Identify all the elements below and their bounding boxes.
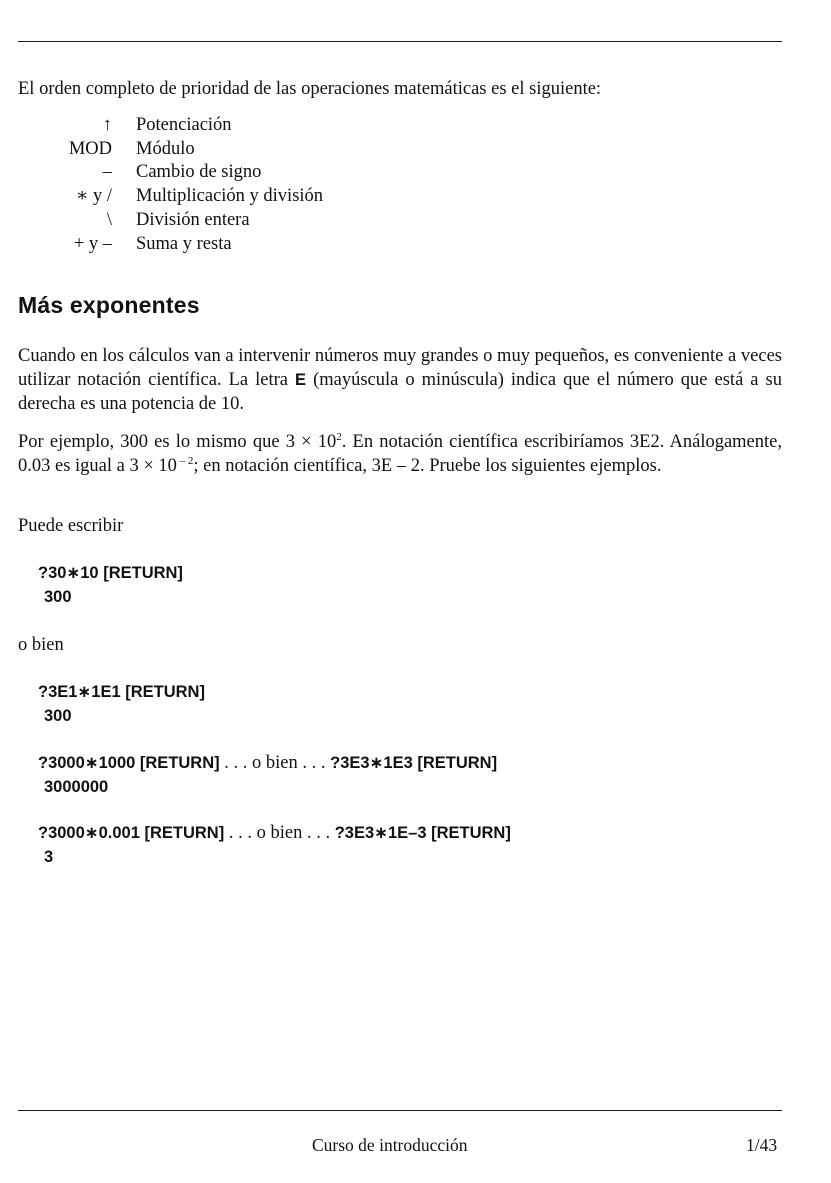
operator-symbol: ↑ [102,115,112,135]
code-input: ?3000∗1000 [RETURN] [38,754,220,772]
operator-description: Módulo [136,139,195,159]
letter-e: E [295,371,307,389]
section-heading: Más exponentes [18,292,200,318]
exponent: – 2 [176,455,194,467]
operator-description: Cambio de signo [136,162,262,182]
page-number: 1/43 [746,1135,778,1155]
operator-description: Potenciación [136,115,232,135]
code-output: 3000000 [44,778,109,796]
code-output: 300 [44,707,72,725]
paragraph-text: (mayúscula o minúscula) indica que el número que está a su derecha es una potencia de 10. [18,370,782,414]
exponent: 2 [336,431,342,443]
operator-description: División entera [136,210,250,230]
code-example-line [38,751,497,776]
paragraph-text: Cuando en los cálculos van a intervenir números muy grandes o muy pequeños, es conveniente a veces utilizar notación científica. La letra [18,346,782,390]
paragraph-scientific-notation [18,344,782,416]
code-input: ?30∗10 [RETURN] [38,564,183,582]
code-input-alt: ?3E3∗1E3 [RETURN] [330,754,498,772]
paragraph-text: Por ejemplo, 300 es lo mismo que 3 × 10 [18,432,337,452]
operator-symbol: \ [106,210,112,230]
connector-text: . . . o bien . . . [224,823,335,843]
operator-description: Multiplicación y división [136,186,324,206]
operator-symbol: – [102,162,112,182]
footer-title: Curso de introducción [312,1135,468,1155]
operator-symbol: MOD [68,139,112,159]
code-output: 3 [44,848,54,866]
operator-symbol: + y – [73,234,112,254]
code-input: ?3000∗0.001 [RETURN] [38,824,225,842]
paragraph-text: ; en notación científica, 3E – 2. Pruebe los siguientes ejemplos. [193,456,662,476]
top-rule [18,41,782,42]
paragraph-example [18,430,782,478]
code-output: 300 [44,588,72,606]
paragraph-text: . En notación científica escribiríamos 3E2. Análogamente, 0.03 es igual a 3 × 10 [18,432,782,476]
paragraph-puede-escribir: Puede escribir [18,516,124,536]
code-input-alt: ?3E3∗1E–3 [RETURN] [334,824,511,842]
code-example-line [38,821,511,846]
connector-text: . . . o bien . . . [219,753,331,773]
or-text: o bien [18,635,64,655]
operator-description: Suma y resta [136,234,232,254]
intro-text: El orden completo de prioridad de las operaciones matemáticas es el siguiente: [18,79,602,99]
bottom-rule [18,1110,782,1111]
operator-symbol: ∗ y / [75,186,112,206]
code-input: ?3E1∗1E1 [RETURN] [38,683,205,701]
